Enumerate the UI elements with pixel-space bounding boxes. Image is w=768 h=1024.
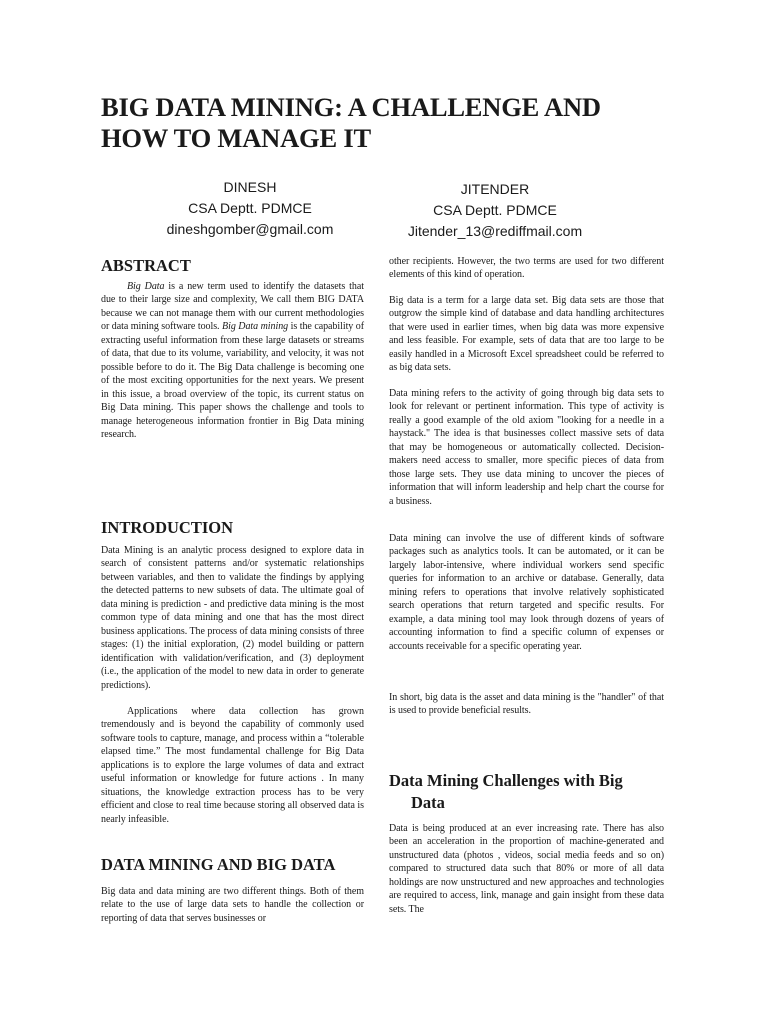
author-email: Jitender_13@rediffmail.com	[407, 223, 583, 239]
right-paragraph-1: Big data is a term for a large data set. Big data sets are those that outgrow the simple kind of database and data handling architectures that were used in earlier times, when big data was more expensive and less feasible. For example, sets of data that are too large to be easily handled in a Microsoft Excel spreadsheet could be referred to as big data sets.	[389, 295, 664, 374]
challenges-paragraph: Data is being produced at an ever increasing rate. There has also been an acceleration in the proportion of machine-generated and unstructured data (photos , videos, social media feeds and so on) compared to structured data such that 80% or more of all data holdings are now unstructured and new approaches and technologies are required to access, link, manage and gain insight from these data sets. The	[389, 823, 664, 915]
right-paragraph-0: other recipients. However, the two terms are used for two different elements of this kind of operation.	[389, 256, 664, 281]
author-block-1	[160, 177, 340, 240]
challenges-heading	[389, 770, 664, 814]
author-dept: CSA Deptt. PDMCE	[433, 202, 557, 218]
introduction-heading: INTRODUCTION	[101, 518, 234, 537]
right-paragraph-3: Data mining can involve the use of different kinds of software packages such as analytics tools. It can be automated, or it can be largely labor-intensive, where individual workers send specific queries for information to an archive or database. Generally, data mining refers to operations that involve relatively sophisticated search operations that return targeted and specific results. For example, a data mining tool may look through dozens of years of accounting information to find a specific column of expenses or accounts receivable for a specific operating year.	[389, 533, 664, 652]
right-paragraph-2: Data mining refers to the activity of going through big data sets to look for relevant or pertinent information. This type of activity is really a good example of the old axiom "looking for a needle in a haystack." The idea is that businesses collect massive sets of data that may be homogeneous or automatically collected. Decision-makers need access to smaller, more specific pieces of data from those large sets. They use data mining to uncover the pieces of information that will inform leadership and help chart the course for a business.	[389, 388, 664, 507]
author-email: dineshgomber@gmail.com	[166, 221, 334, 237]
abstract-paragraph	[101, 280, 364, 441]
title-line-1: BIG DATA MINING: A CHALLENGE AND	[101, 92, 601, 122]
data-mining-big-data-heading: DATA MINING AND BIG DATA	[101, 855, 336, 874]
introduction-paragraph-1: Data Mining is an analytic process designed to explore data in search of consistent patterns and/or systematic relationships between variables, and then to validate the findings by applying the detected patterns to new subsets of data. The ultimate goal of data mining is prediction - and predictive data mining is the most common type of data mining and one that has the most direct business applications. The process of data mining consists of three stages: (1) the initial exploration, (2) model building or pattern identification with validation/verification, and (3) deployment (i.e., the application of the model to new data in order to generate predictions).	[101, 545, 364, 691]
abstract-section	[101, 256, 364, 276]
data-mining-big-data-paragraph: Big data and data mining are two different things. Both of them relate to the use of large data sets to handle the collection or reporting of data that serves businesses or	[101, 886, 364, 924]
abstract-term-big-data: Big Data	[127, 281, 165, 292]
right-paragraph-4: In short, big data is the asset and data mining is the "handler" of that is used to provide beneficial results.	[389, 692, 664, 717]
introduction-paragraph-2: Applications where data collection has grown tremendously and is beyond the capability of commonly used software tools to capture, manage, and process within a “tolerable elapsed time.” The most fundamental challenge for Big Data applications is to explore the large volumes of data and extract useful information or knowledge for future actions . In many situations, the knowledge extraction process has to be very efficient and close to real time because storing all observed data is nearly infeasible.	[101, 706, 364, 825]
challenges-heading-line-1: Data Mining Challenges with Big	[389, 771, 623, 790]
title-line-2: HOW TO MANAGE IT	[101, 123, 371, 153]
author-dept: CSA Deptt. PDMCE	[188, 200, 312, 216]
author-name: JITENDER	[460, 181, 530, 197]
abstract-heading: ABSTRACT	[101, 256, 191, 275]
abstract-text-1: is a new term used to identify the datasets that due to their large size and complexity, We call them BIG DATA because we can not manage them with our current methodologies or data mining software tools.	[101, 281, 364, 333]
abstract-text-2: is the capability of extracting useful information from these large datasets or streams of data, that due to its volume, variability, and velocity, it was not possible before to do it. The Big Data challenge is becoming one of the most exciting opportunities for the next years. We present in this issue, a broad overview of the topic, its current status on Big Data mining. This paper shows the challenge and tools to manage heterogeneous information frontier in Big Data mining research.	[101, 321, 365, 440]
author-name: DINESH	[223, 179, 277, 195]
challenges-heading-line-2: Data	[411, 793, 445, 812]
author-block-2	[395, 179, 595, 242]
abstract-term-big-data-mining: Big Data mining	[222, 321, 289, 333]
paper-title	[101, 92, 701, 154]
